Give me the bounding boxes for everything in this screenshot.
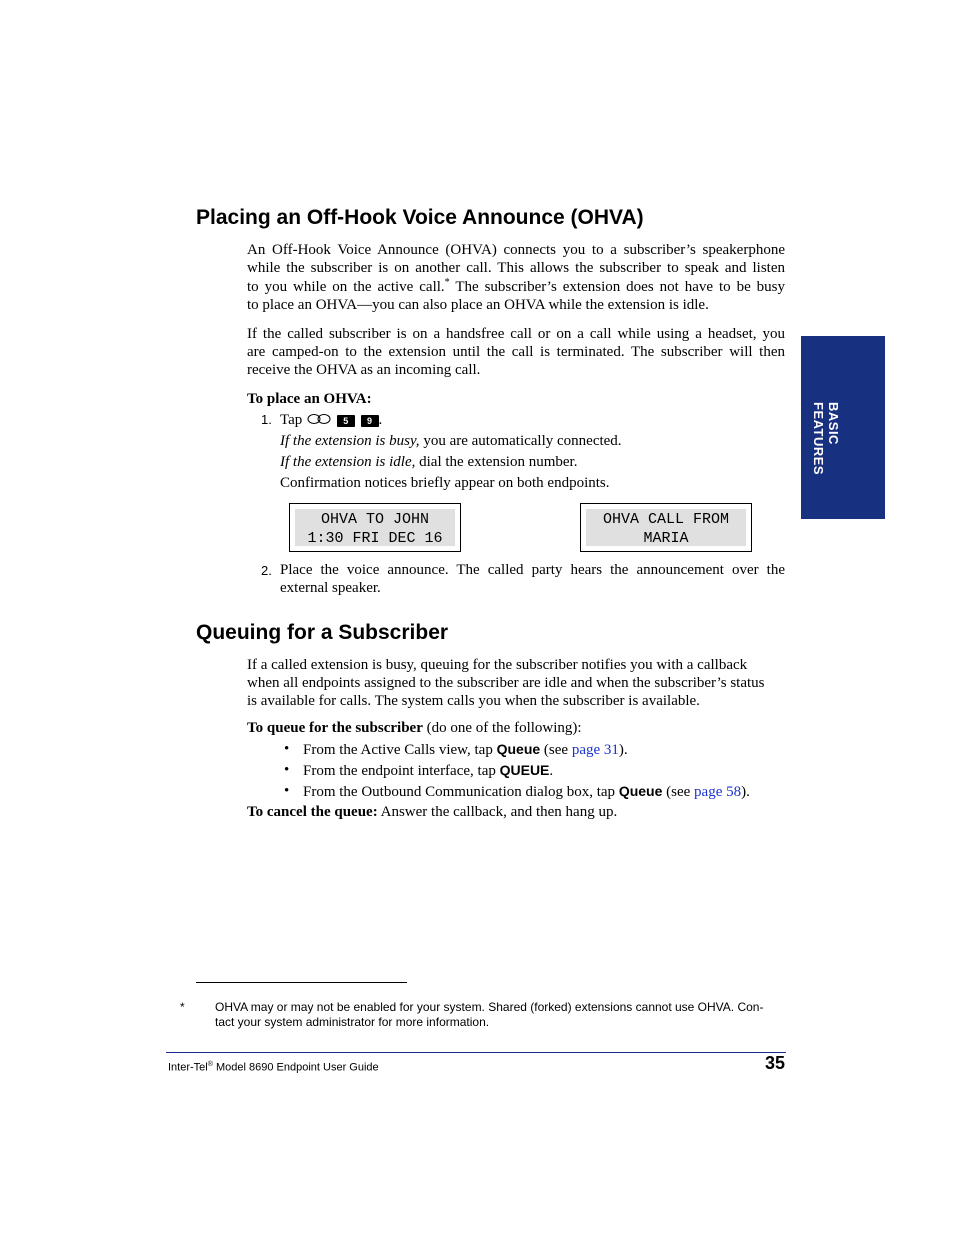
display-screen (295, 509, 455, 546)
para-text: The subscriber’s extension does not have to be busy (449, 279, 786, 295)
para-line: receive the OHVA as an incoming call. (247, 362, 481, 378)
cancel-text: Answer the callback, and then hang up. (377, 804, 618, 820)
step-text: . (378, 412, 383, 428)
page-link[interactable]: page 31 (571, 742, 619, 758)
procedure-bold: To queue for the subscriber (247, 720, 423, 736)
step-text: Tap (280, 412, 303, 428)
side-tab-line2: FEATURES (811, 402, 826, 476)
paragraph-ohva-headset (247, 325, 785, 379)
step-text: dial the extension number. (415, 454, 578, 470)
bullet-item (303, 781, 750, 802)
bullet-text: From the endpoint interface, tap (303, 763, 500, 779)
footnote-marker-bottom: * (180, 1000, 185, 1014)
para-line: If a called extension is busy, queuing for the subscriber notifies you with a callback (247, 657, 748, 673)
display-called (580, 503, 752, 552)
paragraph-queuing (247, 656, 785, 710)
bullet-text: From the Outbound Communication dialog box, tap (303, 784, 619, 800)
display-line: OHVA TO JOHN (320, 511, 430, 528)
step-number: 1. (261, 412, 272, 427)
para-line: when all endpoints assigned to the subscriber are idle and when the subscriber’s status (247, 675, 765, 691)
footnote-text (215, 1000, 785, 1030)
para-line: while the subscriber is on another call. This allows the subscriber to speak and listen (247, 260, 785, 276)
footnote-line: OHVA may or may not be enabled for your system. Shared (forked) extensions cannot use OHVA. Con- (215, 1000, 764, 1014)
para-line: An Off-Hook Voice Announce (OHVA) connects you to a subscriber’s speakerphone (247, 242, 785, 258)
queue-procedure-title (247, 718, 582, 738)
key-9: 9 (361, 415, 379, 427)
footnote-marker: * (444, 277, 450, 288)
footer-text: Model 8690 Endpoint User Guide (212, 1061, 379, 1074)
footer-rule (166, 1052, 786, 1053)
condition-text: If the extension is idle, (280, 454, 416, 470)
bullet-text: (see (540, 742, 572, 758)
para-text: to you while on the active call. (247, 279, 445, 295)
cancel-bold: To cancel the queue: (247, 804, 378, 820)
ui-term: QUEUE (499, 762, 550, 778)
section-heading-ohva: Placing an Off-Hook Voice Announce (OHVA) (196, 206, 644, 229)
bullet-text: ). (741, 784, 750, 800)
step-number: 2. (261, 563, 272, 578)
footer-brand: Inter-Tel (168, 1061, 208, 1074)
side-tab-line1: BASIC (826, 402, 841, 445)
side-tab (801, 336, 885, 519)
para-line (247, 278, 785, 296)
bullet-text: ). (618, 742, 628, 758)
para-line: to place an OHVA—you can also place an OHVA while the extension is idle. (247, 297, 709, 313)
page-link[interactable]: page 58 (694, 784, 742, 800)
step-1 (280, 410, 382, 430)
footer-title (168, 1058, 379, 1075)
condition-text: If the extension is busy, (280, 433, 420, 449)
para-line: are camped-on to the extension until the call is terminated. The subscriber will then (247, 344, 785, 360)
page-number: 35 (764, 1053, 785, 1073)
display-line: MARIA (643, 530, 689, 547)
section-heading-queuing: Queuing for a Subscriber (196, 621, 449, 644)
ui-term: Queue (496, 741, 541, 757)
step-text: you are automatically connected. (419, 433, 622, 449)
paragraph-ohva-intro (247, 241, 785, 314)
display-line: 1:30 FRI DEC 16 (307, 530, 443, 547)
key-5: 5 (337, 415, 355, 427)
display-caller (289, 503, 461, 552)
procedure-title: To place an OHVA: (247, 391, 372, 407)
procedure-text: (do one of the following): (422, 720, 582, 736)
step-1-confirm: Confirmation notices briefly appear on both endpoints. (280, 475, 610, 491)
bullet-text: (see (662, 784, 695, 800)
para-line: If the called subscriber is on a handsfree call or on a call while using a headset, you (247, 326, 785, 342)
cancel-instruction (247, 802, 617, 822)
display-screen (586, 509, 746, 546)
step-1-busy (280, 431, 622, 451)
footnote-line: tact your system administrator for more information. (215, 1015, 490, 1029)
step-text: Place the voice announce. The called party hears the announcement over the (280, 562, 785, 578)
para-line: is available for calls. The system calls you when the subscriber is available. (247, 693, 700, 709)
footnote-rule (196, 982, 407, 983)
ui-term: Queue (618, 783, 663, 799)
bullet-item (303, 760, 553, 781)
display-line: OHVA CALL FROM (602, 511, 730, 528)
step-1-idle (280, 452, 577, 472)
bullet-text: . (549, 763, 554, 779)
step-text: external speaker. (280, 580, 381, 596)
side-tab-label (811, 402, 841, 475)
bullet-item (303, 739, 628, 760)
step-2 (280, 561, 785, 597)
ohva-icon (307, 413, 331, 425)
bullet-text: From the Active Calls view, tap (303, 742, 497, 758)
registered-mark: ® (207, 1061, 213, 1068)
